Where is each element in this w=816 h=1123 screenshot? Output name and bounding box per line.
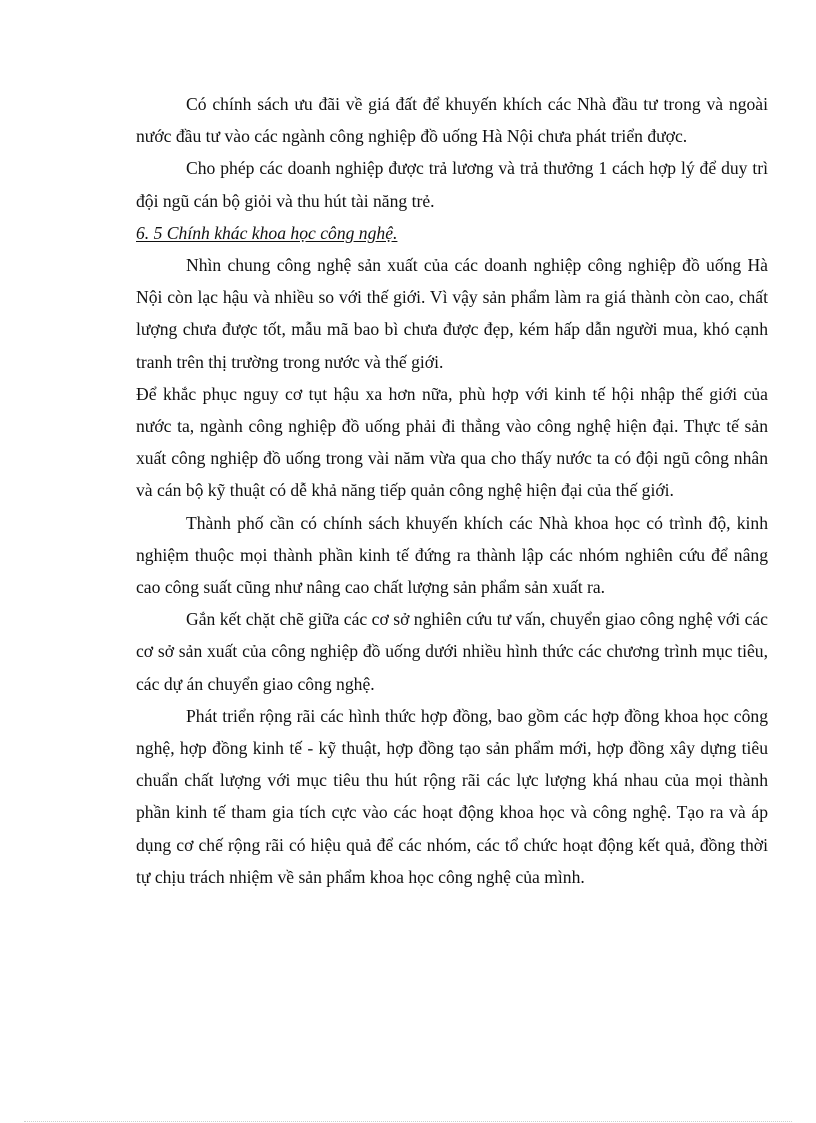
paragraph-research-link: Gắn kết chặt chẽ giữa các cơ sở nghiên cứu tư vấn, chuyển giao công nghệ với các cơ sở sản xuất của công nghiệp đồ uống dưới nhiều hình thức các chương trình mục tiêu, các dự án chuyển giao công nghệ. [136, 609, 768, 694]
paragraph-technology-overview: Nhìn chung công nghệ sản xuất của các doanh nghiệp công nghiệp đồ uống Hà Nội còn lạc hậu và nhiều so với thế giới. Vì vậy sản phẩm làm ra giá thành còn cao, chất lượng chưa được tốt, mẫu mã bao bì chưa được đẹp, kém hấp dẫn người mua, khó cạnh tranh trên thị trường trong nước và thế giới. [136, 255, 768, 372]
paragraph-contract-forms: Phát triển rộng rãi các hình thức hợp đồng, bao gồm các hợp đồng khoa học công nghệ, hợp đồng kinh tế - kỹ thuật, hợp đồng tạo sản phẩm mới, hợp đồng xây dựng tiêu chuẩn chất lượng với mục tiêu thu hút rộng rãi các lực lượng khá nhau của mọi thành phần kinh tế tham gia tích cực vào các hoạt động khoa học và công nghệ. Tạo ra và áp dụng cơ chế rộng rãi có hiệu quả để các nhóm, các tổ chức hoạt động kết quả, đồng thời tự chịu trách nhiệm về sản phẩm khoa học công nghệ của mình. [136, 705, 768, 887]
paragraph-overcome-lag: Để khắc phục nguy cơ tụt hậu xa hơn nữa, phù hợp với kinh tế hội nhập thế giới của nước ta, ngành công nghiệp đồ uống phải đi thẳng vào công nghệ hiện đại. Thực tế sản xuất công nghiệp đồ uống trong vài năm vừa qua cho thấy nước ta có đội ngũ công nhân và cán bộ kỹ thuật có dễ khả năng tiếp quản công nghệ hiện đại của thế giới. [136, 383, 768, 501]
paragraph-land-policy: Có chính sách ưu đãi về giá đất để khuyến khích các Nhà đầu tư trong và ngoài nước đầu tư vào các ngành công nghiệp đồ uống Hà Nội chưa phát triển được. [136, 94, 768, 147]
page-bottom-divider [24, 1121, 792, 1122]
section-heading: 6. 5 Chính khác khoa học công nghệ. [136, 222, 398, 243]
paragraph-scientist-policy: Thành phố cần có chính sách khuyến khích các Nhà khoa học có trình độ, kinh nghiệm thuộc mọi thành phần kinh tế đứng ra thành lập các nhóm nghiên cứu để nâng cao công suất cũng như nâng cao chất lượng sản phẩm sản xuất ra. [136, 512, 768, 598]
document-page [136, 88, 768, 893]
paragraph-salary-policy: Cho phép các doanh nghiệp được trả lương và trả thưởng 1 cách hợp lý để duy trì đội ngũ cán bộ giỏi và thu hút tài năng trẻ. [136, 158, 768, 211]
